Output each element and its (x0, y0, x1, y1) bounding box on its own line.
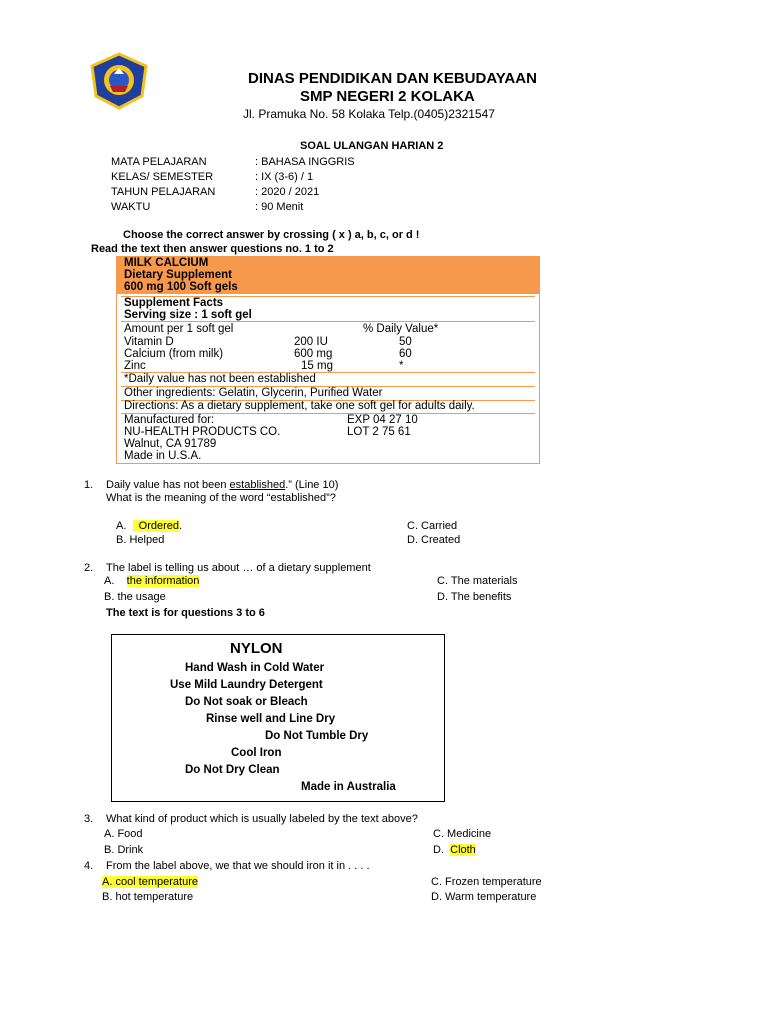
section-note: The text is for questions 3 to 6 (106, 607, 265, 619)
q1-option-c[interactable]: C. Carried (407, 520, 458, 532)
manufacturer-origin: Made in U.S.A. (124, 450, 202, 462)
q1-option-b[interactable]: B. Helped (116, 534, 165, 546)
q4-option-a[interactable]: A. cool temperature (102, 876, 198, 888)
manufacturer-city: Walnut, CA 91789 (124, 438, 217, 450)
question-4-text: From the label above, we that we should iron it in . . . . (106, 860, 370, 872)
directions: Directions: As a dietary supplement, take one soft gel for adults daily. (124, 400, 475, 412)
q2-option-d[interactable]: D. The benefits (437, 591, 512, 603)
nutrient-name: Zinc (124, 360, 146, 372)
manufacturer-name: NU-HEALTH PRODUCTS CO. (124, 426, 281, 438)
nutrient-amount: 15 mg (301, 360, 333, 372)
read-text-instruction: Read the text then answer questions no. 1 to 2 (91, 243, 334, 255)
care-instruction: Do Not Tumble Dry (265, 730, 369, 742)
nutrient-dv: * (399, 360, 404, 372)
info-value: : 2020 / 2021 (255, 186, 320, 198)
nylon-care-label (111, 634, 445, 802)
question-number: 2. (84, 562, 94, 574)
label-title: MILK CALCIUM (124, 257, 209, 269)
q1-option-d[interactable]: D. Created (407, 534, 461, 546)
amount-header: Amount per 1 soft gel (124, 323, 234, 335)
care-instruction: Do Not soak or Bleach (185, 696, 308, 708)
info-value: : BAHASA INGGRIS (255, 156, 355, 168)
question-2-text: The label is telling us about … of a dietary supplement (106, 562, 371, 574)
nutrient-amount: 200 IU (294, 336, 328, 348)
question-number: 3. (84, 813, 94, 825)
footnote: *Daily value has not been established (124, 373, 316, 385)
agency-name: DINAS PENDIDIKAN DAN KEBUDAYAAN (248, 70, 537, 87)
care-instruction: Rinse well and Line Dry (206, 713, 336, 725)
nutrient-name: Calcium (from milk) (124, 348, 224, 360)
lot-number: LOT 2 75 61 (347, 426, 411, 438)
nutrient-dv: 50 (399, 336, 412, 348)
daily-value-header: % Daily Value* (363, 323, 439, 335)
q4-option-d[interactable]: D. Warm temperature (431, 891, 537, 903)
q1-option-a[interactable]: A. Ordered. (116, 520, 183, 532)
school-address: Jl. Pramuka No. 58 Kolaka Telp.(0405)2321547 (243, 107, 495, 121)
label-subtitle: Dietary Supplement (124, 269, 232, 281)
info-label: WAKTU (111, 201, 151, 213)
q2-option-c[interactable]: C. The materials (437, 575, 518, 587)
question-1-prompt: What is the meaning of the word “established”? (106, 492, 336, 504)
supplement-facts-heading: Supplement Facts (124, 297, 224, 309)
care-instruction: Use Mild Laundry Detergent (170, 679, 323, 691)
nylon-title: NYLON (230, 640, 283, 657)
q4-option-b[interactable]: B. hot temperature (102, 891, 194, 903)
q4-option-c[interactable]: C. Frozen temperature (431, 876, 542, 888)
question-3-text: What kind of product which is usually labeled by the text above? (106, 813, 418, 825)
info-label: MATA PELAJARAN (111, 156, 207, 168)
instruction: Choose the correct answer by crossing ( x ) a, b, c, or d ! (123, 229, 420, 241)
school-logo (88, 52, 150, 110)
question-1-text: Daily value has not been established.” (Line 10) (106, 479, 339, 491)
supplement-label (116, 256, 540, 464)
exam-title: SOAL ULANGAN HARIAN 2 (300, 140, 444, 152)
serving-size: Serving size : 1 soft gel (124, 309, 252, 321)
divider (121, 321, 535, 322)
nutrient-amount: 600 mg (294, 348, 333, 360)
info-value: : IX (3-6) / 1 (255, 171, 314, 183)
label-dosage: 600 mg 100 Soft gels (124, 281, 238, 293)
school-name: SMP NEGERI 2 KOLAKA (300, 88, 475, 105)
care-instruction: Cool Iron (231, 747, 282, 759)
expiry-date: EXP 04 27 10 (347, 414, 418, 426)
info-label: KELAS/ SEMESTER (111, 171, 214, 183)
info-value: : 90 Menit (255, 201, 304, 213)
question-number: 4. (84, 860, 94, 872)
manufacturer-label: Manufactured for: (124, 414, 215, 426)
q3-option-d[interactable]: D. Cloth (433, 844, 476, 856)
q3-option-b[interactable]: B. Drink (104, 844, 144, 856)
ingredients: Other ingredients: Gelatin, Glycerin, Purified Water (124, 387, 383, 399)
q3-option-c[interactable]: C. Medicine (433, 828, 492, 840)
info-label: TAHUN PELAJARAN (111, 186, 216, 198)
q2-option-b[interactable]: B. the usage (104, 591, 166, 603)
question-number: 1. (84, 479, 94, 491)
q3-option-a[interactable]: A. Food (104, 828, 143, 840)
care-instruction: Do Not Dry Clean (185, 764, 280, 776)
care-instruction: Hand Wash in Cold Water (185, 662, 325, 674)
q2-option-a[interactable]: A. the information (104, 575, 200, 587)
nutrient-dv: 60 (399, 348, 412, 360)
nutrient-name: Vitamin D (124, 336, 174, 348)
care-origin: Made in Australia (301, 781, 396, 793)
